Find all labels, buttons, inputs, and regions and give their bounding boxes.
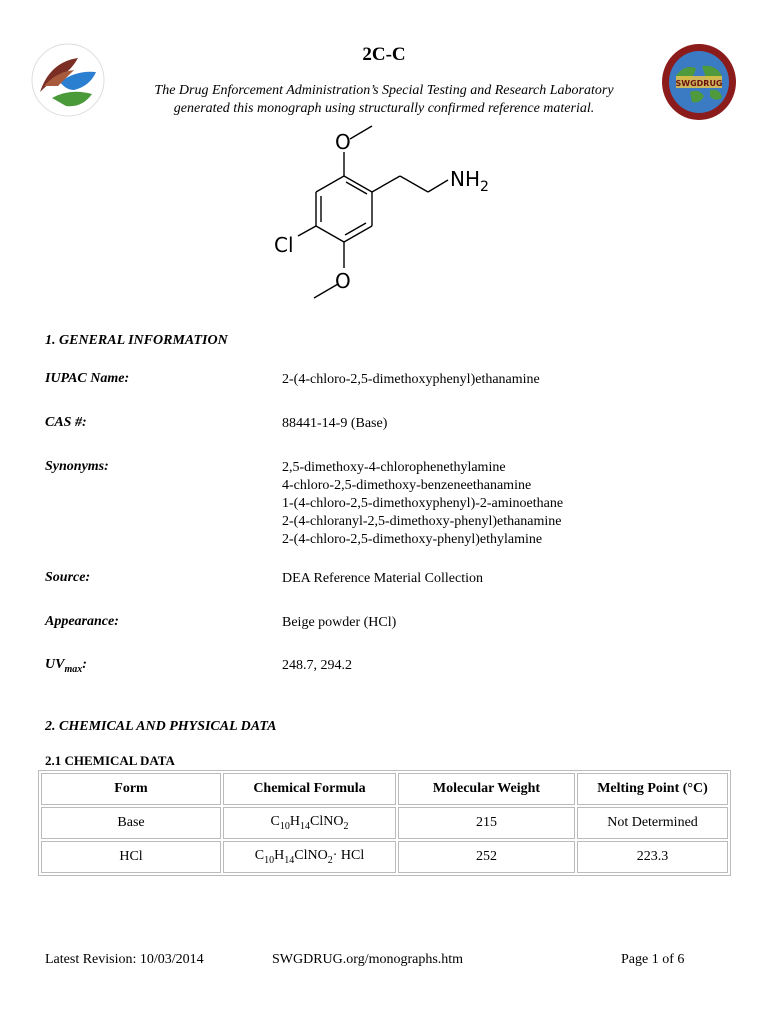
formula-sub: 2 — [343, 820, 349, 832]
cell-formula — [223, 807, 396, 839]
formula-part: C — [270, 814, 280, 830]
column-header-mp: Melting Point (°C) — [577, 773, 728, 805]
synonym-item: 1-(4-chloro-2,5-dimethoxyphenyl)-2-aminoethane — [282, 496, 564, 511]
cell-mw: 252 — [398, 841, 575, 873]
formula-sub: 14 — [284, 854, 295, 866]
subtitle-line-2: generated this monograph using structurally confirmed reference material. — [173, 101, 595, 116]
footer-url[interactable]: SWGDRUG.org/monographs.htm — [272, 952, 464, 967]
formula-sub: 10 — [264, 854, 275, 866]
cas-value: 88441-14-9 (Base) — [282, 416, 388, 431]
atom-nh2 — [450, 167, 489, 195]
chemical-structure — [268, 118, 508, 308]
synonym-item: 4-chloro-2,5-dimethoxy-benzeneethanamine — [282, 478, 532, 493]
formula-part: ClNO — [310, 814, 344, 830]
iupac-value: 2-(4-chloro-2,5-dimethoxyphenyl)ethanamine — [282, 372, 540, 387]
cell-form: HCl — [41, 841, 221, 873]
synonym-item: 2-(4-chloro-2,5-dimethoxy-phenyl)ethylamine — [282, 532, 543, 547]
page-title: 2C-C — [362, 44, 406, 65]
synonym-item: 2,5-dimethoxy-4-chlorophenethylamine — [282, 460, 506, 475]
formula-part: H — [274, 848, 285, 864]
cell-mp: 223.3 — [577, 841, 728, 873]
formula-part: C — [254, 848, 265, 864]
formula-sub: 10 — [279, 820, 290, 832]
page-subtitle — [120, 82, 648, 118]
appearance-value: Beige powder (HCl) — [282, 615, 397, 630]
footer-page-number: Page 1 of 6 — [621, 952, 685, 967]
cell-formula — [223, 841, 396, 873]
synonyms-label: Synonyms: — [45, 459, 109, 474]
general-info-heading: 1. GENERAL INFORMATION — [45, 333, 228, 348]
source-label: Source: — [45, 570, 91, 585]
cell-form: Base — [41, 807, 221, 839]
chemical-data-table — [38, 770, 731, 876]
formula-part: · HCl — [332, 848, 365, 864]
cell-mp: Not Determined — [577, 807, 728, 839]
synonym-item: 2-(4-chloranyl-2,5-dimethoxy-phenyl)ethanamine — [282, 514, 562, 529]
amine-text: NH — [450, 167, 480, 191]
table-row — [41, 807, 728, 839]
cas-label: CAS #: — [45, 415, 87, 430]
formula-part: ClNO — [294, 848, 328, 864]
cell-mw: 215 — [398, 807, 575, 839]
column-header-form: Form — [41, 773, 221, 805]
atom-o-bottom: O — [335, 269, 351, 293]
swgdrug-logo — [660, 42, 738, 122]
formula-sub: 14 — [300, 820, 310, 832]
uv-label-text: UV — [45, 657, 65, 672]
atom-o-top: O — [335, 130, 351, 154]
amine-subscript: 2 — [480, 179, 489, 195]
uv-label-sub: max — [64, 663, 83, 675]
synonyms-list — [282, 459, 563, 549]
subtitle-line-1: The Drug Enforcement Administration’s Special Testing and Research Laboratory — [154, 83, 614, 98]
uv-label-colon: : — [82, 657, 87, 672]
uv-value: 248.7, 294.2 — [282, 658, 352, 673]
column-header-formula: Chemical Formula — [223, 773, 396, 805]
atom-cl: Cl — [274, 233, 294, 257]
swgdrug-logo-text: SWGDRUG — [675, 79, 723, 88]
appearance-label: Appearance: — [45, 614, 119, 629]
uv-label — [45, 657, 87, 675]
chemical-data-heading: 2. CHEMICAL AND PHYSICAL DATA — [45, 719, 277, 734]
formula-part: H — [289, 814, 300, 830]
iupac-label: IUPAC Name: — [45, 371, 130, 386]
table-header-row — [41, 773, 728, 805]
table-row — [41, 841, 728, 873]
footer-revision: Latest Revision: 10/03/2014 — [45, 952, 204, 967]
chemical-subheading: 2.1 CHEMICAL DATA — [45, 753, 175, 768]
source-value: DEA Reference Material Collection — [282, 571, 483, 586]
formula-sub: 2 — [327, 854, 333, 866]
column-header-mw: Molecular Weight — [398, 773, 575, 805]
